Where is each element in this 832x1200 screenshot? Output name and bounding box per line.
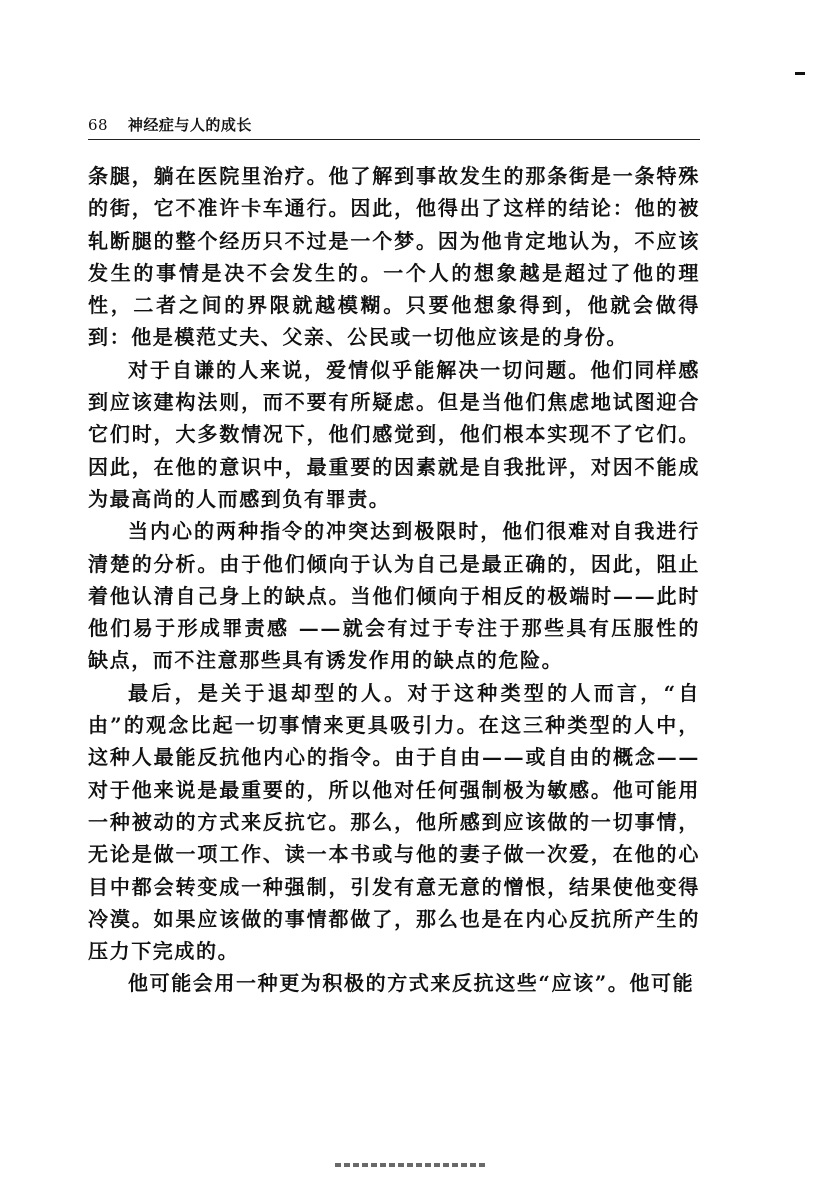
header-rule xyxy=(88,139,700,140)
scan-footer-mark xyxy=(335,1163,485,1167)
body-text xyxy=(88,160,700,1000)
paragraph-3: 当内心的两种指令的冲突达到极限时，他们很难对自我进行清楚的分析。由于他们倾向于认为自己是最正确的，因此，阻止着他认清自己身上的缺点。当他们倾向于相反的极端时——此时他们易于形成罪责感 ——就会有过于专注于那些具有压服性的缺点，而不注意那些具有诱发作用的缺点的危险。 xyxy=(88,519,700,673)
paragraph-1: 条腿，躺在医院里治疗。他了解到事故发生的那条街是一条特殊的街，它不准许卡车通行。因此，他得出了这样的结论：他的被轧断腿的整个经历只不过是一个梦。因为他肯定地认为，不应该发生的事情是决不会发生的。一个人的想象越是超过了他的理性，二者之间的界限就越模糊。只要他想象得到，他就会做得到：他是模范丈夫、父亲、公民或一切他应该是的身份。 xyxy=(88,164,700,350)
page-header xyxy=(88,114,700,142)
running-title: 神经症与人的成长 xyxy=(127,116,252,134)
scan-corner-mark xyxy=(795,72,805,75)
page-number: 68 xyxy=(88,116,109,134)
paragraph-4: 最后，是关于退却型的人。对于这种类型的人而言，“自由”的观念比起一切事情来更具吸引力。在这三种类型的人中，这种人最能反抗他内心的指令。由于自由——或自由的概念——对于他来说是最重要的，所以他对任何强制极为敏感。他可能用一种被动的方式来反抗它。那么，他所感到应该做的一切事情，无论是做一项工作、读一本书或与他的妻子做一次爱，在他的心目中都会转变成一种强制，引发有意无意的憎恨，结果使他变得冷漠。如果应该做的事情都做了，那么也是在内心反抗所产生的压力下完成的。 xyxy=(88,680,700,964)
paragraph-5: 他可能会用一种更为积极的方式来反抗这些“应该”。他可能 xyxy=(128,971,695,996)
paragraph-2: 对于自谦的人来说，爱情似乎能解决一切问题。他们同样感到应该建构法则，而不要有所疑虑。但是当他们焦虑地试图迎合它们时，大多数情况下，他们感觉到，他们根本实现不了它们。因此，在他的意识中，最重要的因素就是自我批评，对因不能成为最高尚的人而感到负有罪责。 xyxy=(88,357,700,511)
